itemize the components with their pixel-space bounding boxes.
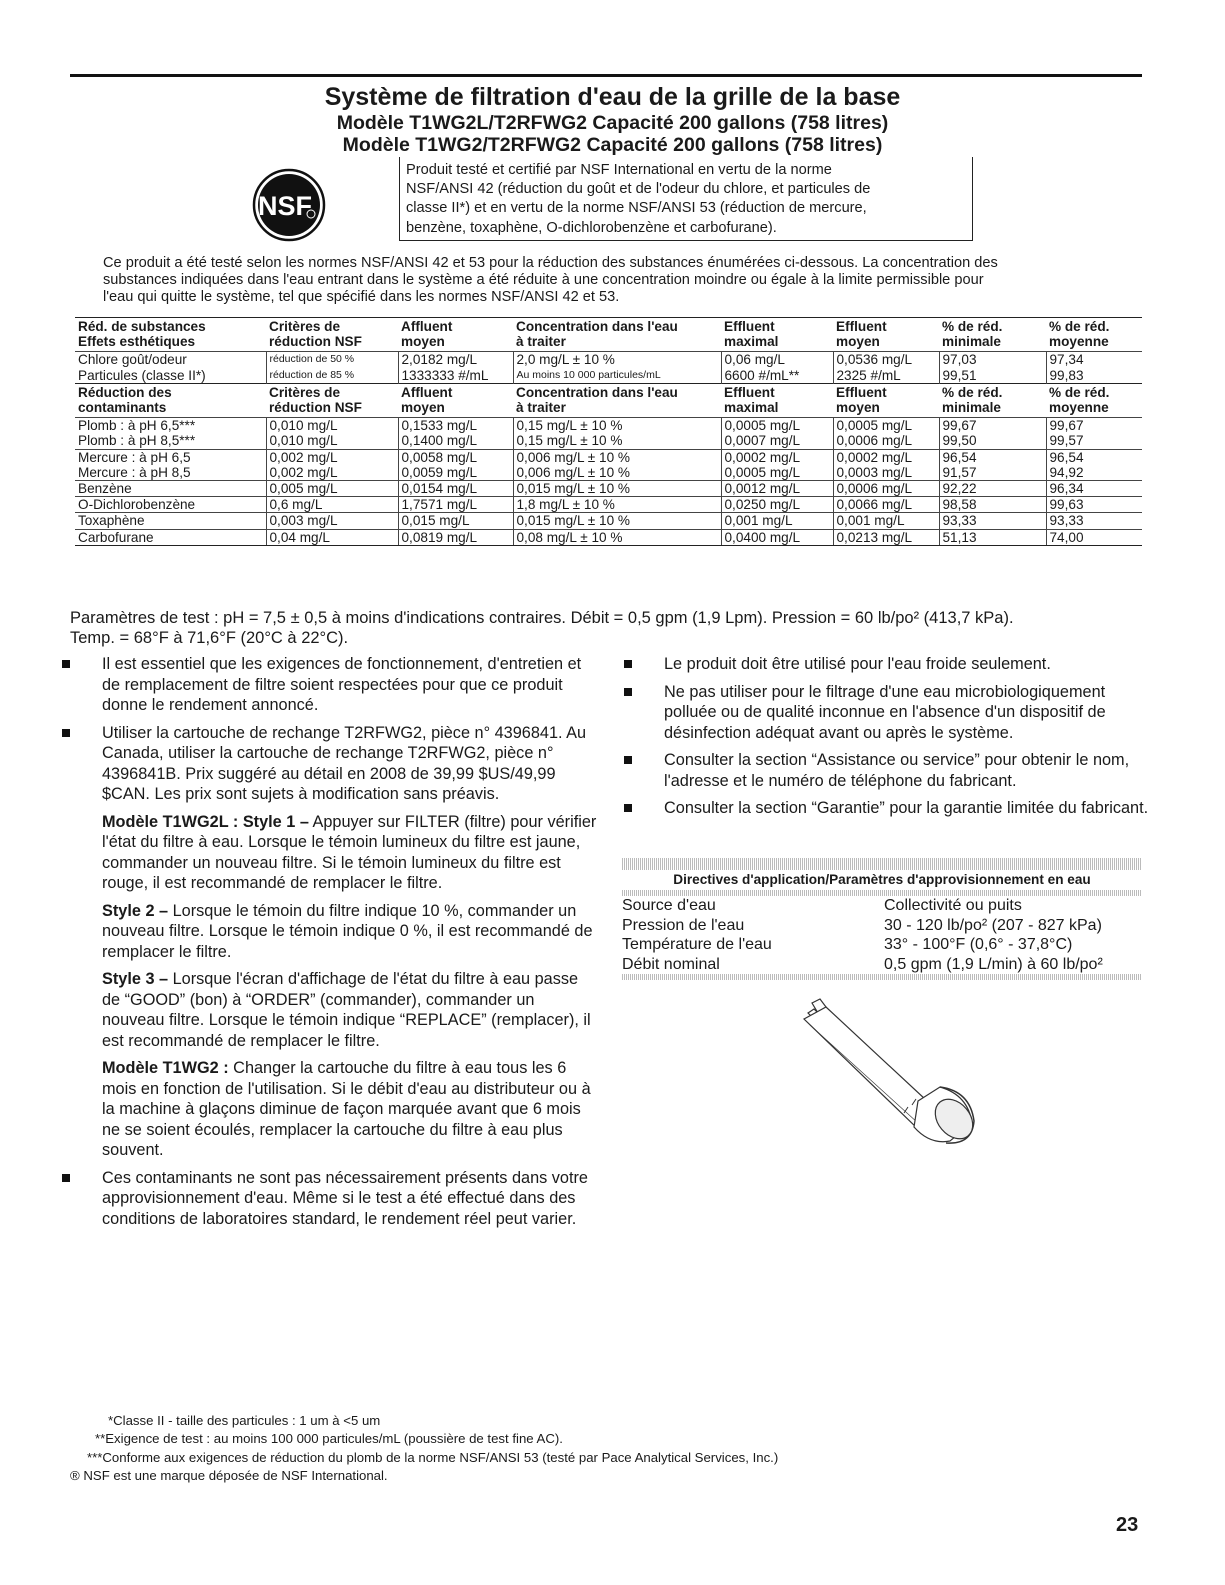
table-cell: 0,006 mg/L ± 10 %: [513, 449, 721, 465]
cert-line: benzène, toxaphène, O-dichlorobenzène et carbofurane).: [406, 219, 777, 236]
footnote: **Exigence de test : au moins 100 000 particules/mL (poussière de test fine AC).: [95, 1431, 563, 1447]
intro-paragraph: [103, 255, 1143, 306]
header-cell: [75, 318, 266, 352]
cert-line: NSF/ANSI 42 (réduction du goût et de l'odeur du chlore, et particules de: [406, 181, 871, 198]
table-cell: Chlore goût/odeur: [75, 352, 266, 368]
table-cell: 2,0 mg/L ± 10 %: [513, 352, 721, 368]
directive-key: Source d'eau: [622, 897, 716, 914]
header-cell: [721, 383, 833, 417]
model-line-2: Modèle T1WG2/T2RFWG2 Capacité 200 gallons (758 litres): [342, 134, 883, 156]
header-cell: [513, 318, 721, 352]
bullet-item: Il est essentiel que les exigences de fonctionnement, d'entretien et de remplacement de filtre soient respectées pour que ce produit donne le rendement annoncé.: [62, 654, 597, 716]
table-cell: 99,51: [939, 368, 1046, 384]
table-cell: Plomb : à pH 8,5***: [78, 433, 196, 449]
table-cell: 0,0400 mg/L: [721, 529, 833, 545]
bullet-item: Consulter la section “Assistance ou service” pour obtenir le nom, l'adresse et le numéro de téléphone du fabricant.: [624, 750, 1149, 791]
table-cell: 0,002 mg/L: [266, 465, 398, 481]
header-cell: [833, 318, 939, 352]
hatch-divider: [622, 974, 1142, 980]
style3-text: Lorsque l'écran d'affichage de l'état du filtre à eau passe de “GOOD” (bon) à “ORDER” (commander), commander un nouveau filtre. Lorsque le témoin indique “REPLACE” (remplacer), il est recommandé de remplacer le filtre.: [102, 970, 591, 1050]
directive-row: [622, 896, 1142, 916]
header-cell: [398, 318, 513, 352]
header-cell: [939, 318, 1046, 352]
left-column: [62, 654, 597, 1236]
header-line: % de réd.: [1049, 319, 1110, 334]
bullet-item: Utiliser la cartouche de rechange T2RFWG2, pièce n° 4396841. Au Canada, utiliser la cartouche de rechange T2RFWG2, pièce n° 4396841B. Prix suggéré au détail en 2008 de 39,99 $US/49,99 $CAN. Les prix sont sujets à modification sans préavis.: [62, 723, 597, 805]
directive-row: [622, 916, 1142, 936]
table-cell: Benzène: [75, 481, 266, 497]
header-cell: [75, 383, 266, 417]
style3-heading: Style 3 –: [102, 970, 169, 988]
directive-value: 30 - 120 lb/po² (207 - 827 kPa): [884, 916, 1102, 934]
model-t1wg2-text: Changer la cartouche du filtre à eau tous les 6 mois en fonction de l'utilisation. Si le débit d'eau au distributeur ou à la machine à glaçons diminue de façon marquée avant que 6 mois ne se soient écoulés, remplacer la cartouche du filtre à eau plus souvent.: [102, 1059, 591, 1159]
filter-cartridge-icon: [790, 995, 990, 1155]
header-line: à traiter: [516, 334, 566, 350]
test-parameters: [70, 608, 1150, 648]
bullet-item: Le produit doit être utilisé pour l'eau froide seulement.: [624, 654, 1149, 675]
nsf-logo-icon: [252, 168, 326, 242]
table-cell: 99,67: [1046, 418, 1142, 434]
table-cell: 6600 #/mL**: [721, 368, 833, 384]
table-cell: 0,0005 mg/L: [721, 418, 833, 434]
header-cell: [1046, 383, 1142, 417]
bullet-item: Ces contaminants ne sont pas nécessairement présents dans votre approvisionnement d'eau. Même si le test a été effectué dans des conditions de laboratoires standard, le rendement réel peut varier.: [62, 1168, 597, 1230]
header-line: Critères de: [269, 319, 341, 334]
directive-key: Température de l'eau: [622, 936, 772, 953]
table-cell: 0,0059 mg/L: [398, 465, 513, 481]
table-cell: 94,92: [1046, 465, 1142, 481]
header-line: maximal: [724, 400, 779, 416]
table-row: [75, 368, 1142, 384]
table-cell: 0,001 mg/L: [721, 513, 833, 529]
footnote: ® NSF est une marque déposée de NSF International.: [70, 1467, 388, 1483]
header-line: contaminants: [78, 400, 167, 416]
style1-heading: Modèle T1WG2L : Style 1 –: [102, 812, 309, 831]
header-line: Réd. de substances: [78, 319, 206, 334]
directive-value: 33° - 100°F (0,6° - 37,8°C): [884, 936, 1073, 953]
reduction-table: [75, 317, 1142, 546]
directive-key: Débit nominal: [622, 955, 720, 973]
table-cell: 99,63: [1046, 497, 1142, 513]
model-t1wg2-heading: Modèle T1WG2 :: [102, 1059, 229, 1077]
table-cell: 2,0182 mg/L: [398, 352, 513, 368]
table-cell: 97,03: [939, 352, 1046, 368]
table-cell: 0,0006 mg/L: [833, 481, 939, 497]
header-line: Concentration dans l'eau: [516, 384, 678, 400]
table-cell: Particules (classe II*): [78, 367, 206, 383]
table-cell: 0,015 mg/L ± 10 %: [513, 513, 721, 529]
table-cell: 92,22: [939, 481, 1046, 497]
table-cell: 0,0012 mg/L: [721, 481, 833, 497]
table-cell: 0,0005 mg/L: [721, 465, 833, 481]
table-cell: 0,003 mg/L: [266, 513, 398, 529]
header-cell: [939, 383, 1046, 417]
table-cell: 0,0007 mg/L: [721, 433, 833, 449]
table-cell: 96,34: [1046, 481, 1142, 497]
top-rule: [70, 74, 1142, 77]
table-cell: Toxaphène: [75, 513, 266, 529]
table-cell: Mercure : à pH 6,5: [75, 449, 266, 465]
table-cell: 1,7571 mg/L: [398, 497, 513, 513]
header-line: moyenne: [1049, 400, 1109, 416]
page-number: 23: [1116, 1514, 1139, 1536]
table-cell: 0,15 mg/L ± 10 %: [513, 433, 721, 449]
header-line: maximal: [724, 334, 779, 350]
table-cell: 91,57: [939, 465, 1046, 481]
table-cell: 0,001 mg/L: [833, 513, 939, 529]
table-cell: 0,0536 mg/L: [833, 352, 939, 368]
table-cell: réduction de 85 %: [266, 368, 398, 384]
model-t1wg2-paragraph: [62, 1058, 597, 1161]
contaminant-header-row: [75, 383, 1142, 417]
header-line: Effluent: [836, 384, 887, 400]
footnotes: [70, 1412, 970, 1485]
hatch-divider: [622, 858, 1142, 870]
table-cell: 0,08 mg/L ± 10 %: [513, 529, 721, 545]
table-cell: 74,00: [1046, 529, 1142, 545]
header-line: % de réd.: [1049, 384, 1110, 400]
table-cell: 0,04 mg/L: [266, 529, 398, 545]
header-line: Réduction des: [78, 384, 172, 400]
table-cell: 0,1533 mg/L: [398, 418, 513, 434]
table-cell: 2325 #/mL: [833, 368, 939, 384]
directives-box: [622, 858, 1142, 980]
directive-value: Collectivité ou puits: [884, 897, 1022, 914]
table-cell: 0,1400 mg/L: [398, 433, 513, 449]
table-cell: 0,010 mg/L: [266, 418, 398, 434]
header-line: Effluent: [724, 384, 775, 400]
header-line: réduction NSF: [269, 334, 362, 350]
table-row: [75, 481, 1142, 497]
table-cell: 99,57: [1046, 433, 1142, 449]
table-cell: réduction de 50 %: [266, 352, 398, 368]
intro-line: l'eau qui quitte le système, tel que spécifié dans les normes NSF/ANSI 42 et 53.: [103, 289, 620, 305]
table-row: [75, 352, 1142, 368]
table-cell: 0,015 mg/L ± 10 %: [513, 481, 721, 497]
table-cell: 0,0154 mg/L: [398, 481, 513, 497]
header-line: minimale: [942, 334, 1001, 350]
table-cell: 0,0002 mg/L: [833, 449, 939, 465]
table-row: [75, 497, 1142, 513]
table-cell: 99,67: [939, 418, 1046, 434]
header-cell: [398, 383, 513, 417]
table-cell: 0,0819 mg/L: [398, 529, 513, 545]
table-cell: Au moins 10 000 particules/mL: [513, 368, 721, 384]
table-cell: 96,54: [1046, 449, 1142, 465]
header-line: réduction NSF: [269, 400, 362, 416]
style2-text: Lorsque le témoin du filtre indique 10 %, commander un nouveau filtre. Lorsque le témoin indique 0 %, il est recommandé de remplacer le filtre.: [102, 901, 593, 961]
header-line: moyen: [836, 400, 880, 416]
header-line: Effets esthétiques: [78, 334, 196, 350]
table-cell: 1,8 mg/L ± 10 %: [513, 497, 721, 513]
table-cell: 0,005 mg/L: [266, 481, 398, 497]
table-row: [75, 418, 1142, 434]
table-cell: Plomb : à pH 6,5***: [75, 418, 266, 434]
style1-paragraph: [62, 812, 597, 894]
right-column: [624, 654, 1149, 826]
footnote: ***Conforme aux exigences de réduction du plomb de la norme NSF/ANSI 53 (testé par Pace Analytical Services, Inc.): [87, 1449, 779, 1465]
header-line: moyen: [401, 334, 445, 350]
header-line: Affluent: [401, 319, 453, 334]
header-cell: [833, 383, 939, 417]
directive-row: [622, 935, 1142, 955]
certification-box: [399, 157, 973, 241]
params-line: Temp. = 68°F à 71,6°F (20°C à 22°C).: [70, 629, 349, 647]
table-cell: 99,83: [1046, 368, 1142, 384]
table-cell: 0,0213 mg/L: [833, 529, 939, 545]
header-cell: [513, 383, 721, 417]
table-cell: O-Dichlorobenzène: [75, 497, 266, 513]
aesthetic-header-row: [75, 318, 1142, 352]
style1-text: Appuyer sur FILTER (filtre) pour vérifier l'état du filtre à eau. Lorsque le témoin lumineux du filtre est jaune, commander un nouveau filtre. Si le témoin lumineux du filtre est rouge, il est recommandé de remplacer le filtre.: [102, 812, 597, 892]
table-cell: 0,002 mg/L: [266, 449, 398, 465]
table-cell: 0,0066 mg/L: [833, 497, 939, 513]
table-cell: 0,010 mg/L: [266, 433, 398, 449]
cert-line: Produit testé et certifié par NSF International en vertu de la norme: [406, 162, 832, 178]
table-cell: 98,58: [939, 497, 1046, 513]
directive-key: Pression de l'eau: [622, 916, 745, 934]
cert-line: classe II*) et en vertu de la norme NSF/ANSI 53 (réduction de mercure,: [406, 200, 867, 217]
header-cell: [721, 318, 833, 352]
style3-paragraph: [62, 969, 597, 1051]
table-cell: 0,0003 mg/L: [833, 465, 939, 481]
header-line: moyen: [401, 400, 445, 416]
header-cell: [266, 383, 398, 417]
model-line-1: Modèle T1WG2L/T2RFWG2 Capacité 200 gallons (758 litres): [336, 112, 889, 134]
table-cell: 0,015 mg/L: [398, 513, 513, 529]
table-cell: 96,54: [939, 449, 1046, 465]
intro-line: Ce produit a été testé selon les normes NSF/ANSI 42 et 53 pour la réduction des substances énumérées ci-dessous. La concentration des: [103, 255, 998, 271]
header-line: Concentration dans l'eau: [516, 319, 678, 334]
style2-heading: Style 2 –: [102, 901, 169, 920]
params-line: Paramètres de test : pH = 7,5 ± 0,5 à moins d'indications contraires. Débit = 0,5 gpm (1,9 Lpm). Pression = 60 lb/po² (413,7 kPa).: [70, 609, 1014, 627]
style2-paragraph: [62, 901, 597, 963]
header-line: Affluent: [401, 384, 453, 400]
table-row: [75, 465, 1142, 481]
header-line: minimale: [942, 400, 1001, 416]
table-cell: 0,0002 mg/L: [721, 449, 833, 465]
table-cell: 99,50: [939, 433, 1046, 449]
header-line: à traiter: [516, 400, 566, 416]
table-cell: 1333333 #/mL: [398, 368, 513, 384]
directives-title: Directives d'application/Paramètres d'approvisionnement en eau: [673, 872, 1091, 887]
page-title: Système de filtration d'eau de la grille de la base: [324, 83, 901, 111]
table-cell: 93,33: [1046, 513, 1142, 529]
nsf-logo-text: NSF: [258, 191, 312, 221]
header-line: Effluent: [724, 319, 775, 334]
table-cell: Carbofurane: [75, 529, 266, 545]
table-cell: 0,0058 mg/L: [398, 449, 513, 465]
title-block: [0, 82, 1225, 156]
table-cell: 0,15 mg/L ± 10 %: [513, 418, 721, 434]
header-cell: [1046, 318, 1142, 352]
table-row: [75, 529, 1142, 545]
intro-line: substances indiquées dans l'eau entrant dans le système a été réduite à une concentration moindre ou égale à la limite permissible pour: [103, 272, 984, 288]
table-cell: 93,33: [939, 513, 1046, 529]
header-line: Critères de: [269, 384, 341, 400]
table-cell: Mercure : à pH 8,5: [78, 464, 191, 480]
directive-row: [622, 955, 1142, 975]
table-cell: 0,6 mg/L: [266, 497, 398, 513]
table-cell: 0,0005 mg/L: [833, 418, 939, 434]
table-cell: 0,006 mg/L ± 10 %: [513, 465, 721, 481]
table-row: [75, 433, 1142, 449]
header-line: % de réd.: [942, 319, 1003, 334]
table-row: [75, 449, 1142, 465]
header-cell: [266, 318, 398, 352]
footnote: *Classe II - taille des particules : 1 um à <5 um: [108, 1413, 381, 1428]
table-cell: 51,13: [939, 529, 1046, 545]
bullet-item: Ne pas utiliser pour le filtrage d'une eau microbiologiquement polluée ou de qualité inconnue en l'absence d'un dispositif de désinfection adéquat avant ou après le système.: [624, 682, 1149, 744]
header-line: % de réd.: [942, 384, 1003, 400]
bullet-item: Consulter la section “Garantie” pour la garantie limitée du fabricant.: [624, 798, 1149, 819]
table-cell: 0,0006 mg/L: [833, 433, 939, 449]
table-cell: 97,34: [1046, 352, 1142, 368]
table-cell: 0,0250 mg/L: [721, 497, 833, 513]
header-line: moyenne: [1049, 334, 1109, 350]
directive-value: 0,5 gpm (1,9 L/min) à 60 lb/po²: [884, 955, 1103, 973]
header-line: Effluent: [836, 319, 887, 334]
table-cell: 0,06 mg/L: [721, 352, 833, 368]
table-row: [75, 513, 1142, 529]
header-line: moyen: [836, 334, 880, 350]
